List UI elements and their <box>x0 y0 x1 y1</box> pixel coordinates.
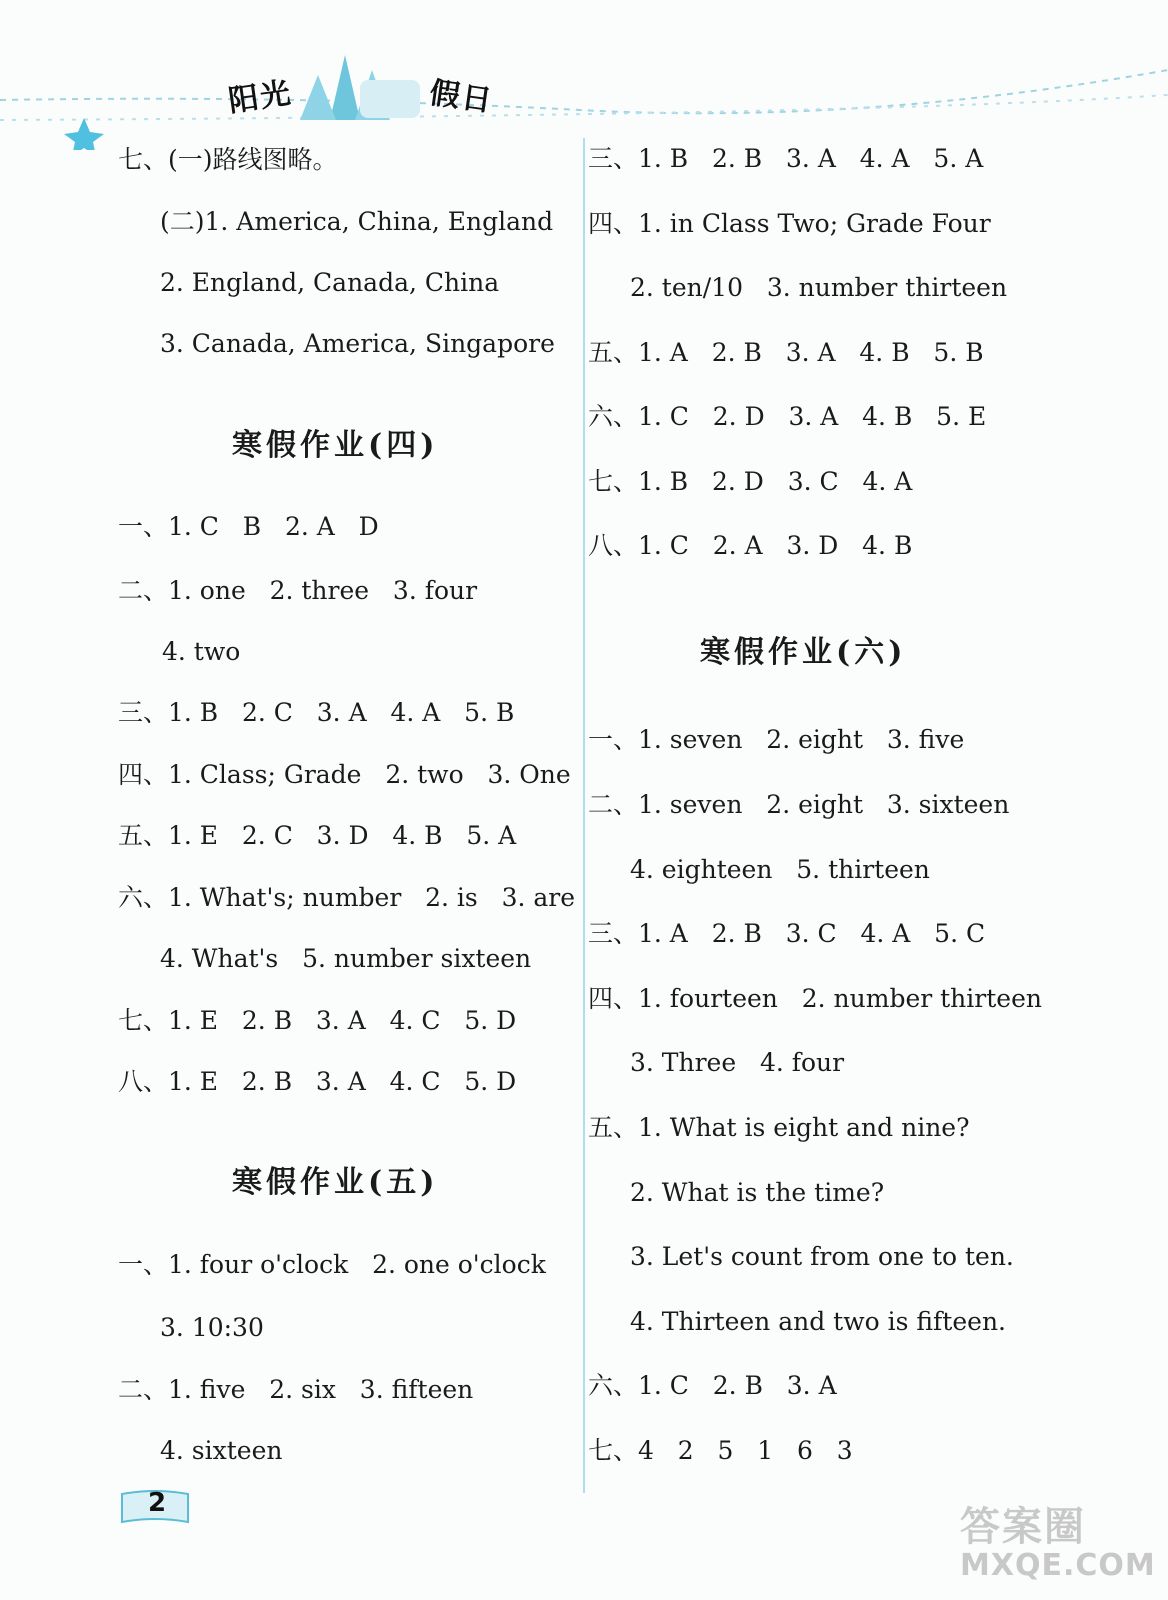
answer-line: 一、1. four o'clock 2. one o'clock <box>118 1250 546 1279</box>
watermark <box>960 1495 1156 1583</box>
answer-line: 五、1. What is eight and nine? <box>588 1113 970 1142</box>
answer-line: 三、1. B 2. C 3. A 4. A 5. B <box>118 698 515 727</box>
answer-line: 五、1. E 2. C 3. D 4. B 5. A <box>118 821 517 850</box>
answer-line: 七、4 2 5 1 6 3 <box>588 1436 853 1465</box>
answer-line: 3. Canada, America, Singapore <box>160 329 555 358</box>
answer-line: (二)1. America, China, England <box>160 207 554 236</box>
answer-line: 四、1. Class; Grade 2. two 3. One <box>118 760 571 789</box>
header-title-right: 假日 <box>427 75 496 120</box>
answer-line: 3. 10:30 <box>160 1313 264 1342</box>
answer-line: 一、1. seven 2. eight 3. five <box>588 725 965 754</box>
answer-line: 3. Let's count from one to ten. <box>630 1242 1014 1271</box>
answer-line: 七、1. B 2. D 3. C 4. A <box>588 467 913 496</box>
column-divider <box>583 138 585 1493</box>
section-heading: 寒假作业(六) <box>700 635 907 670</box>
page-number: 2 <box>148 1488 167 1518</box>
answer-line: 4. eighteen 5. thirteen <box>630 855 930 884</box>
answer-line: 2. What is the time? <box>630 1178 885 1207</box>
section-heading: 寒假作业(四) <box>232 428 439 463</box>
answer-line: 2. England, Canada, China <box>160 268 500 297</box>
answer-line: 4. What's 5. number sixteen <box>160 944 532 973</box>
header-title-left: 阳光 <box>226 75 295 120</box>
answer-line: 二、1. one 2. three 3. four <box>118 576 478 605</box>
answer-line: 六、1. What's; number 2. is 3. are <box>118 883 576 912</box>
answer-line: 三、1. A 2. B 3. C 4. A 5. C <box>588 919 986 948</box>
header-decoration-icon <box>0 0 1168 150</box>
watermark-logo-text: 答案圈 <box>960 1504 1086 1550</box>
section-heading: 寒假作业(五) <box>232 1165 439 1200</box>
answer-line: 4. Thirteen and two is fifteen. <box>630 1307 1006 1336</box>
answer-line: 三、1. B 2. B 3. A 4. A 5. A <box>588 144 984 173</box>
answer-line: 五、1. A 2. B 3. A 4. B 5. B <box>588 338 984 367</box>
answer-line: 七、(一)路线图略。 <box>118 145 338 174</box>
answer-line: 七、1. E 2. B 3. A 4. C 5. D <box>118 1006 517 1035</box>
answer-line: 4. sixteen <box>160 1436 283 1465</box>
answer-line: 六、1. C 2. D 3. A 4. B 5. E <box>588 402 987 431</box>
answer-line: 四、1. fourteen 2. number thirteen <box>588 984 1042 1013</box>
answer-line: 二、1. five 2. six 3. fifteen <box>118 1375 474 1404</box>
answer-line: 2. ten/10 3. number thirteen <box>630 273 1008 302</box>
answer-line: 六、1. C 2. B 3. A <box>588 1371 837 1400</box>
answer-line: 3. Three 4. four <box>630 1048 845 1077</box>
page-header <box>0 0 1168 150</box>
answer-line: 八、1. E 2. B 3. A 4. C 5. D <box>118 1067 517 1096</box>
watermark-url: MXQE.COM <box>960 1548 1156 1583</box>
answer-line: 四、1. in Class Two; Grade Four <box>588 209 991 238</box>
answer-line: 八、1. C 2. A 3. D 4. B <box>588 531 913 560</box>
answer-line: 4. two <box>162 637 241 666</box>
answer-line: 一、1. C B 2. A D <box>118 512 379 541</box>
answer-line: 二、1. seven 2. eight 3. sixteen <box>588 790 1010 819</box>
